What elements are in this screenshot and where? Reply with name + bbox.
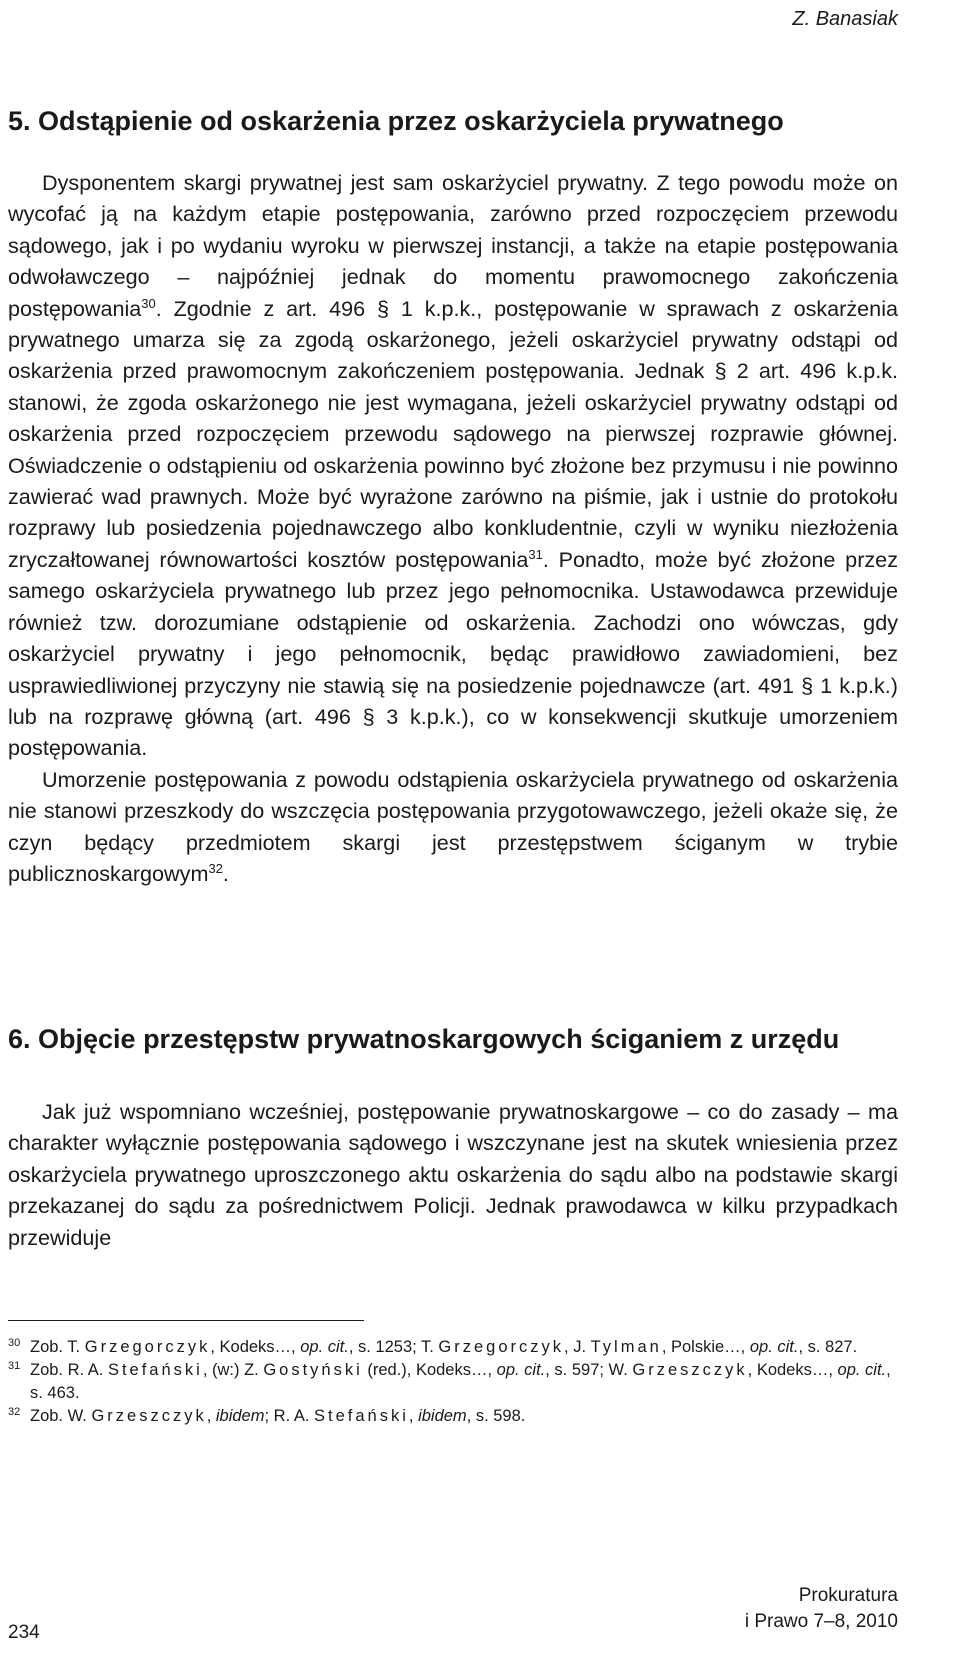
section-heading-5: 5. Odstąpienie od oskarżenia przez oskarżyciela prywatnego (8, 106, 784, 136)
journal-title: Prokuratura (798, 1585, 898, 1606)
footnote-32: 32 Zob. W. Grzeszczyk, ibidem; R. A. Stefański, ibidem, s. 598. (8, 1406, 526, 1425)
paragraph-text: Dysponentem skargi prywatnej jest sam oskarżyciel prywatny. Z tego powodu może on wycofać ją na każdym etapie postępowania, zarówno przed rozpoczęciem przewodu sądowego, jak i po wydaniu wyroku w pierwszej instancji, a także na etapie postępowania odwoławczego – najpóźniej jednak do momentu prawomocnego zakończenia postępowania (8, 170, 898, 321)
section-heading-6: 6. Objęcie przestępstw prywatnoskargowych ściganiem z urzędu (8, 1024, 840, 1054)
footnote-ref-32: 32 (208, 860, 223, 876)
footnote-31: 31 Zob. R. A. Stefański, (w:) Z. Gostyński (red.), Kodeks…, op. cit., s. 597; W. Grzeszczyk, Kodeks…, op. cit., s. 463. (8, 1360, 891, 1402)
journal-issue: i Prawo 7–8, 2010 (744, 1611, 898, 1632)
paragraph-end: . (222, 860, 229, 886)
paragraph (8, 167, 898, 764)
paragraph-text: Umorzenie postępowania z powodu odstąpienia oskarżyciela prywatnego od oskarżenia nie stanowi przeszkody do wszczęcia postępowania przygotowawczego, jeżeli okaże się, że czyn będący przedmiotem skargi jest przestępstwem ściganym w trybie publicznoskargowym (8, 766, 898, 886)
paragraph: Jak już wspomniano wcześniej, postępowanie prywatnoskargowe – co do zasady – ma charakter wyłącznie postępowania sądowego i wszczynane jest na skutek wniesienia przez oskarżyciela prywatnego uproszczonego aktu oskarżenia do sądu albo na podstawie skargi przekazanej do sądu za pośrednictwem Policji. Jednak prawodawca w kilku przypadkach przewiduje (8, 1099, 898, 1250)
page-number: 234 (8, 1622, 40, 1643)
paragraph (8, 764, 898, 890)
footnote-separator (8, 1320, 364, 1321)
journal-name (745, 1583, 898, 1635)
paragraph-text: . Zgodnie z art. 496 § 1 k.p.k., postępowanie w sprawach z oskarżenia prywatnego umarza się za zgodą oskarżonego, jeżeli oskarżyciel prywatny odstąpi od oskarżenia przed prawomocnym zakończeniem postępowania. Jednak § 2 art. 496 k.p.k. stanowi, że zgoda oskarżonego nie jest wymagana, jeżeli oskarżyciel prywatny odstąpi od oskarżenia przed rozpoczęciem przewodu sądowego na pierwszej rozprawie głównej. Oświadczenie o odstąpieniu od oskarżenia powinno być złożone bez przymusu i nie powinno zawierać wad prawnych. Może być wyrażone zarówno na piśmie, jak i ustnie do protokołu rozprawy lub posiedzenia pojednawczego albo konkludentnie, czyli w wyniku niezłożenia zryczałtowanej równowartości kosztów postępowania (8, 295, 898, 572)
footnote-30: 30 Zob. T. Grzegorczyk, Kodeks…, op. cit., s. 1253; T. Grzegorczyk, J. Tylman, Polskie…, op. cit., s. 827. (8, 1337, 858, 1356)
paragraph-text: . Ponadto, może być złożone przez samego oskarżyciela prywatnego lub przez jego pełnomocnika. Ustawodawca przewiduje również tzw. dorozumiane odstąpienie od oskarżenia. Zachodzi ono wówczas, gdy oskarżyciel prywatny i jego pełnomocnik, będąc prawidłowo zawiadomieni, bez usprawiedliwionej przyczyny nie stawią się na posiedzenie pojednawcze (art. 491 § 1 k.p.k.) lub na rozprawę główną (art. 496 § 3 k.p.k.), co w konsekwencji skutkuje umorzeniem postępowania. (8, 546, 898, 761)
footnote-ref-31: 31 (528, 546, 543, 562)
section-body-5 (8, 167, 898, 889)
section-body-6 (8, 1096, 898, 1253)
footnote-ref-30: 30 (141, 295, 156, 311)
footnotes (8, 1336, 898, 1428)
running-header-author: Z. Banasiak (792, 8, 898, 30)
